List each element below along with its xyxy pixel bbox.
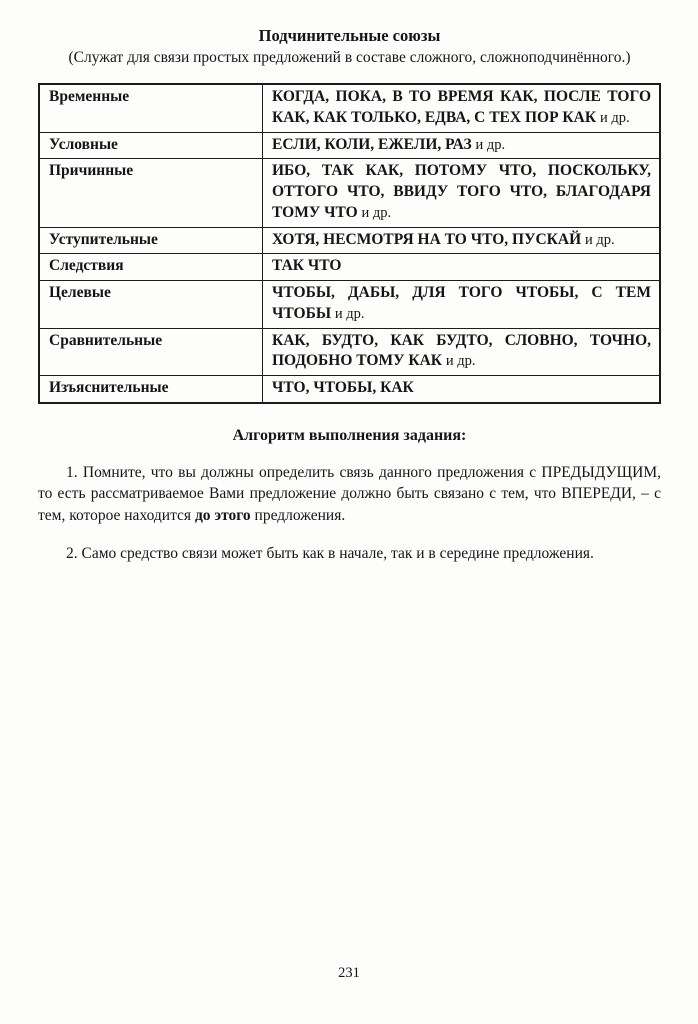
conjunction-type-cell: Временные — [39, 84, 263, 132]
page-title: Подчинительные союзы — [258, 26, 441, 45]
algorithm-item-1-tail: предложения. — [254, 506, 346, 524]
algorithm-item-1 — [38, 462, 661, 526]
algorithm-heading: Алгоритм выполнения задания: — [232, 426, 467, 444]
conjunction-list: ТАК ЧТО — [272, 257, 342, 275]
conjunction-list: КОГДА, ПОКА, В ТО ВРЕМЯ КАК, ПОСЛЕ ТОГО КАК, КАК ТОЛЬКО, ЕДВА, С ТЕХ ПОР КАК — [272, 88, 651, 126]
conjunction-type-cell: Целевые — [39, 281, 263, 329]
conjunction-type-cell: Уступительные — [39, 227, 263, 254]
conjunction-type-cell: Причинные — [39, 159, 263, 227]
conjunction-list: ХОТЯ, НЕСМОТРЯ НА ТО ЧТО, ПУСКАЙ — [272, 230, 582, 248]
table-row — [39, 159, 660, 227]
conjunction-list-cell — [263, 254, 661, 281]
etc-label: и др. — [475, 136, 506, 153]
conjunction-list-cell — [263, 132, 661, 159]
table-row — [39, 376, 660, 403]
table-row — [39, 254, 660, 281]
algorithm-item-1-bold: до этого — [194, 506, 251, 524]
algorithm-item-2 — [38, 543, 661, 564]
conjunctions-table — [38, 83, 661, 404]
conjunction-list: КАК, БУДТО, КАК БУДТО, СЛОВНО, ТОЧНО, ПОДОБНО ТОМУ КАК — [272, 331, 651, 370]
conjunction-list: ИБО, ТАК КАК, ПОТОМУ ЧТО, ПОСКОЛЬКУ, ОТТОГО ЧТО, ВВИДУ ТОГО ЧТО, БЛАГОДАРЯ ТОМУ ЧТО — [272, 162, 651, 221]
conjunction-type-cell: Условные — [39, 132, 263, 159]
conjunction-list: ЧТО, ЧТОБЫ, КАК — [272, 379, 414, 397]
conjunction-type-cell: Следствия — [39, 254, 263, 281]
table-row — [39, 227, 660, 254]
page-number: 231 — [338, 965, 360, 981]
table-row — [39, 328, 660, 376]
conjunction-list: ЕСЛИ, КОЛИ, ЕЖЕЛИ, РАЗ — [272, 135, 472, 153]
etc-label: и др. — [445, 353, 476, 370]
conjunction-list-cell — [263, 84, 661, 132]
etc-label: и др. — [599, 109, 630, 126]
etc-label: и др. — [361, 204, 392, 221]
page-subtitle: (Служат для связи простых предложений в составе сложного, сложноподчинённого.) — [68, 49, 631, 66]
conjunction-type-cell: Сравнительные — [39, 328, 263, 376]
conjunction-list-cell — [263, 281, 661, 329]
conjunction-list-cell — [263, 328, 661, 376]
conjunction-list-cell — [263, 159, 661, 227]
conjunction-type-cell: Изъяснительные — [39, 376, 263, 403]
etc-label: и др. — [334, 305, 365, 322]
algorithm-item-1-text: 1. Помните, что вы должны определить связь данного предложения с ПРЕДЫДУЩИМ, то есть рассматриваемое Вами предложение должно быть связано с тем, что ВПЕРЕДИ, – с тем, которое находится — [38, 463, 661, 524]
algorithm-item-2-text: 2. Само средство связи может быть как в начале, так и в середине предложения. — [66, 545, 594, 563]
etc-label: и др. — [585, 231, 615, 248]
conjunction-list-cell — [263, 376, 661, 403]
conjunction-list-cell — [263, 227, 661, 254]
conjunction-list: ЧТОБЫ, ДАБЫ, ДЛЯ ТОГО ЧТОБЫ, С ТЕМ ЧТОБЫ — [272, 284, 651, 322]
table-row — [39, 132, 660, 159]
table-row — [39, 281, 660, 329]
table-row — [39, 84, 660, 132]
